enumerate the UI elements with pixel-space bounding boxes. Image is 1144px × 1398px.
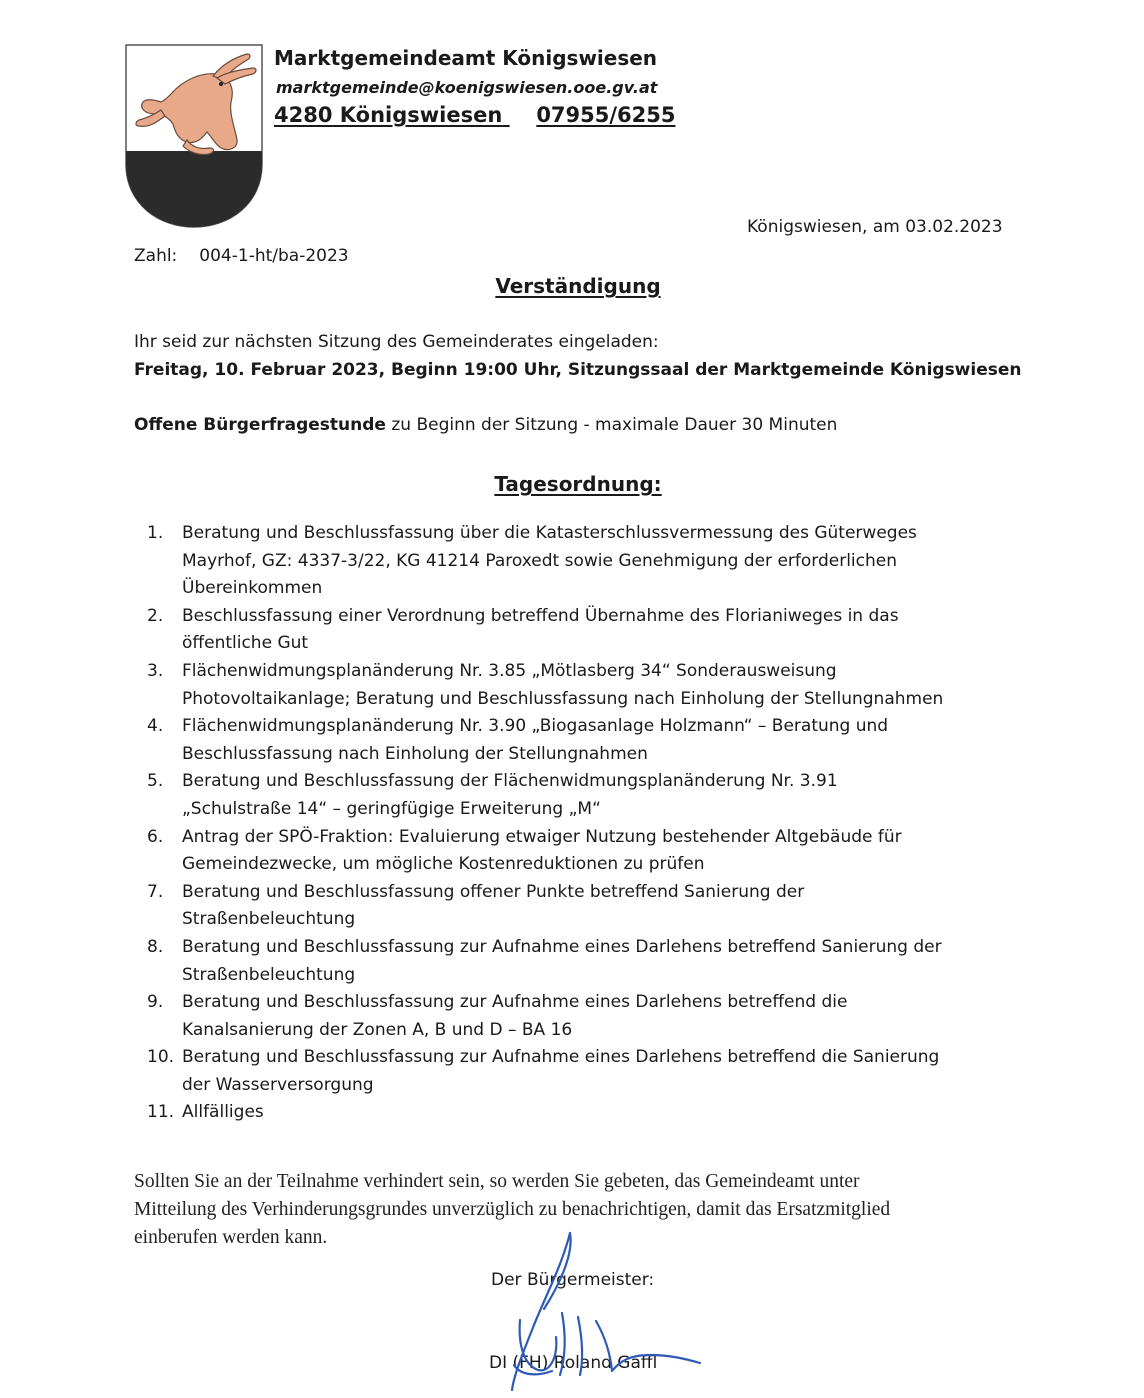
agenda-item-number: 7. [147, 881, 164, 902]
agenda-item-number: 4. [147, 716, 164, 737]
agenda-item-line: Beratung und Beschlussfassung zur Aufnahme eines Darlehens betreffend Sanierung der [182, 936, 942, 957]
agenda-list [134, 520, 1014, 1127]
agenda-item-line: Beratung und Beschlussfassung über die Katasterschlussvermessung des Güterweges [182, 523, 917, 543]
agenda-item-number: 5. [147, 771, 164, 792]
agenda-item-line: Allfälliges [182, 1102, 264, 1123]
agenda-item [134, 658, 1014, 713]
reference-value: 004-1-ht/ba-2023 [199, 246, 349, 266]
notice-line: Sollten Sie an der Teilnahme verhindert sein, so werden Sie gebeten, das Gemeindeamt unter [134, 1171, 860, 1192]
agenda-item-line: Beschlussfassung nach Einholung der Stellungnahmen [182, 743, 648, 764]
agenda-item [134, 879, 1014, 934]
agenda-title: Tagesordnung: [494, 472, 662, 496]
agenda-item-line: Straßenbeleuchtung [182, 964, 356, 985]
agenda-item [134, 520, 1014, 603]
meeting-details: Freitag, 10. Februar 2023, Beginn 19:00 Uhr, Sitzungssaal der Marktgemeinde Königswiesen [134, 360, 1022, 380]
place-date: Königswiesen, am 03.02.2023 [747, 217, 1003, 237]
qa-rest: zu Beginn der Sitzung - maximale Dauer 30 Minuten [385, 415, 838, 435]
agenda-item-number: 11. [147, 1102, 175, 1123]
qa-session-note [134, 415, 837, 435]
postal-address: 4280 Königswiesen [274, 103, 503, 127]
handwritten-signature [500, 1225, 720, 1395]
qa-bold-label: Offene Bürgerfragestunde [134, 415, 386, 435]
intro-text: Ihr seid zur nächsten Sitzung des Gemeinderates eingeladen: [134, 332, 659, 352]
agenda-item [134, 768, 1014, 823]
agenda-item-line: Kanalsanierung der Zonen A, B und D – BA 16 [182, 1019, 573, 1040]
agenda-item-line: Mayrhof, GZ: 4337-3/22, KG 41214 Paroxedt sowie Genehmigung der erforderlichen [182, 550, 898, 571]
hare-coat-of-arms-icon [125, 44, 263, 228]
agenda-item-line: Flächenwidmungsplanänderung Nr. 3.90 „Biogasanlage Holzmann“ – Beratung und [182, 716, 889, 737]
agenda-item-number: 6. [147, 826, 164, 847]
agenda-item-number: 3. [147, 660, 164, 681]
agenda-item-line: Beratung und Beschlussfassung der Flächenwidmungsplanänderung Nr. 3.91 [182, 771, 838, 792]
agenda-item-line: Beratung und Beschlussfassung zur Aufnahme eines Darlehens betreffend die Sanierung [182, 1047, 940, 1068]
notice-line: einberufen werden kann. [134, 1227, 328, 1248]
agenda-item [134, 824, 1014, 879]
agenda-item-line: öffentliche Gut [182, 633, 309, 654]
org-email: marktgemeinde@koenigswiesen.ooe.gv.at [276, 78, 658, 97]
agenda-item-line: Beratung und Beschlussfassung offener Punkte betreffend Sanierung der [182, 881, 805, 902]
org-address-line [274, 103, 676, 127]
agenda-item-line: Übereinkommen [182, 578, 323, 599]
agenda-item [134, 934, 1014, 989]
agenda-item [134, 1099, 1014, 1127]
phone-number: 07955/6255 [536, 103, 676, 127]
reference-number [134, 246, 349, 266]
agenda-item-number: 9. [147, 992, 164, 1013]
agenda-item-line: Straßenbeleuchtung [182, 909, 356, 930]
agenda-item-number: 1. [147, 523, 164, 543]
agenda-item-number: 8. [147, 936, 164, 957]
address-gap [502, 103, 536, 127]
notice-line: Mitteilung des Verhinderungsgrundes unverzüglich zu benachrichtigen, damit das Ersatzmitglied [134, 1199, 891, 1220]
agenda-item-line: der Wasserversorgung [182, 1074, 374, 1095]
agenda-item-line: Gemeindezwecke, um mögliche Kostenreduktionen zu prüfen [182, 854, 705, 875]
agenda-item [134, 713, 1014, 768]
agenda-item-number: 10. [147, 1047, 175, 1068]
agenda-item [134, 603, 1014, 658]
agenda-item-line: Beratung und Beschlussfassung zur Aufnahme eines Darlehens betreffend die [182, 992, 848, 1013]
agenda-item [134, 989, 1014, 1044]
agenda-item [134, 1044, 1014, 1099]
signature-role: Der Bürgermeister: [491, 1270, 655, 1290]
signatory-name: DI (FH) Roland Gaffl [489, 1353, 658, 1373]
org-name: Marktgemeindeamt Königswiesen [274, 46, 658, 70]
agenda-item-line: Flächenwidmungsplanänderung Nr. 3.85 „Mötlasberg 34“ Sonderausweisung [182, 660, 837, 681]
agenda-item-line: Antrag der SPÖ-Fraktion: Evaluierung etwaiger Nutzung bestehender Altgebäude für [182, 826, 902, 847]
agenda-item-line: „Schulstraße 14“ – geringfügige Erweiterung „M“ [182, 798, 601, 819]
reference-label: Zahl: [134, 246, 178, 266]
agenda-item-number: 2. [147, 605, 164, 626]
agenda-item-line: Photovoltaikanlage; Beratung und Beschlussfassung nach Einholung der Stellungnahmen [182, 688, 944, 709]
agenda-item-line: Beschlussfassung einer Verordnung betreffend Übernahme des Florianiweges in das [182, 605, 899, 626]
document-title: Verständigung [495, 274, 661, 298]
